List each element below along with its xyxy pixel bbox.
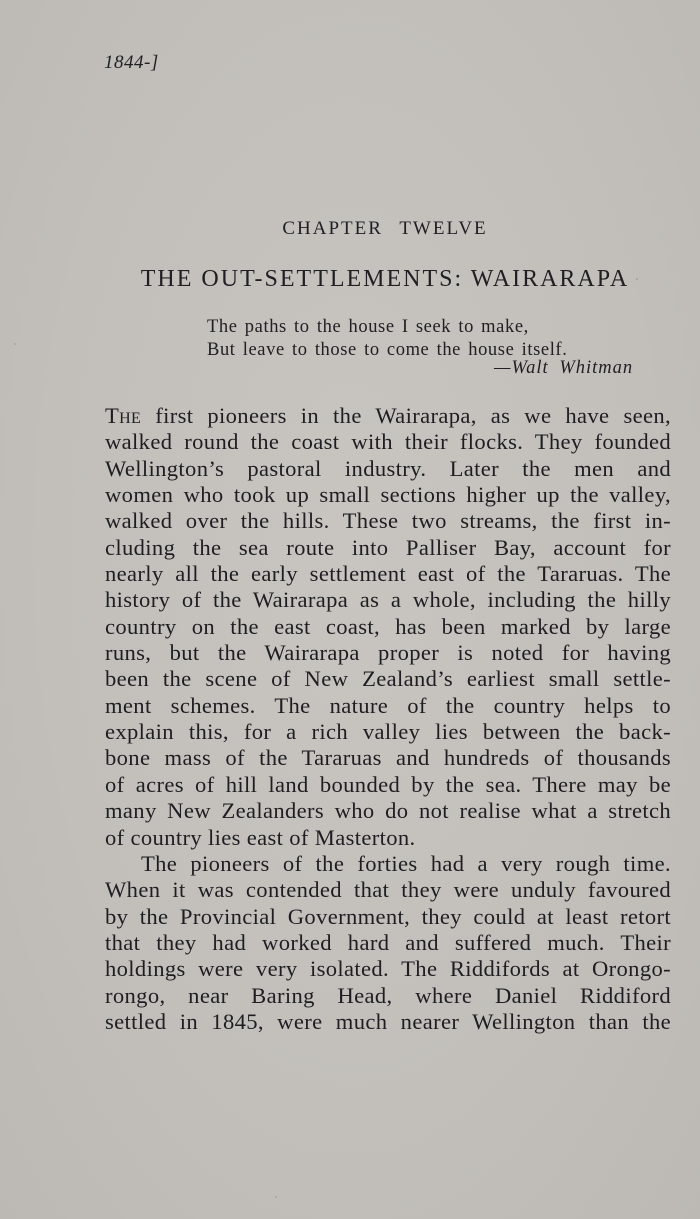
epigraph-line: But leave to those to come the house itself. — [207, 340, 568, 360]
body-line: women who took up small sections higher up the valley, — [105, 482, 671, 508]
body-line: Wellington’s pastoral industry. Later the men and — [105, 455, 671, 481]
body-line: of country lies east of Masterton. — [105, 824, 416, 850]
body-line: When it was contended that they were unduly favoured — [105, 877, 671, 903]
body-line: runs, but the Wairarapa proper is noted for having — [105, 640, 671, 666]
lead-word: The — [105, 403, 142, 428]
body-line: country on the east coast, has been marked by large — [105, 613, 671, 639]
body-line: nearly all the early settlement east of the Tararuas. The — [105, 561, 671, 587]
chapter-title: THE OUT-SETTLEMENTS: WAIRARAPA — [140, 266, 630, 292]
body-line: cluding the sea route into Palliser Bay, account for — [105, 534, 671, 560]
body-line: holdings were very isolated. The Riddifords at Orongo- — [105, 956, 671, 982]
running-head: 1844-] — [104, 52, 159, 73]
paper-speck — [14, 343, 16, 345]
epigraph — [207, 316, 567, 362]
body-line: settled in 1845, were much nearer Wellington than the — [105, 1008, 671, 1034]
body-line: walked over the hills. These two streams, the first in- — [105, 508, 671, 534]
body-line: that they had worked hard and suffered much. Their — [105, 929, 671, 955]
body-line: history of the Wairarapa as a whole, including the hilly — [105, 587, 671, 613]
body-line: by the Provincial Government, they could at least retort — [105, 903, 671, 929]
body-line: of acres of hill land bounded by the sea. There may be — [105, 771, 671, 797]
body-line: The first pioneers in the Wairarapa, as we have seen, — [105, 403, 671, 428]
body-line: explain this, for a rich valley lies between the back- — [105, 719, 671, 745]
body-line: The pioneers of the forties had a very rough time. — [141, 850, 671, 876]
body-line: ment schemes. The nature of the country helps to — [105, 692, 671, 718]
epigraph-line: The paths to the house I seek to make, — [207, 317, 529, 337]
paper-speck — [275, 1196, 277, 1198]
body-line: bone mass of the Tararuas and hundreds of thousands — [105, 745, 671, 771]
body-line: many New Zealanders who do not realise what a stretch — [105, 798, 671, 824]
body-line: walked round the coast with their flocks. They founded — [105, 429, 671, 455]
body-line: rongo, near Baring Head, where Daniel Riddiford — [105, 982, 671, 1008]
chapter-number: CHAPTER TWELVE — [282, 218, 488, 239]
paper-speck — [636, 278, 638, 280]
body-text — [105, 403, 671, 1035]
body-line: been the scene of New Zealand’s earliest small settle- — [105, 666, 671, 692]
epigraph-attribution: —Walt Whitman — [494, 358, 634, 378]
